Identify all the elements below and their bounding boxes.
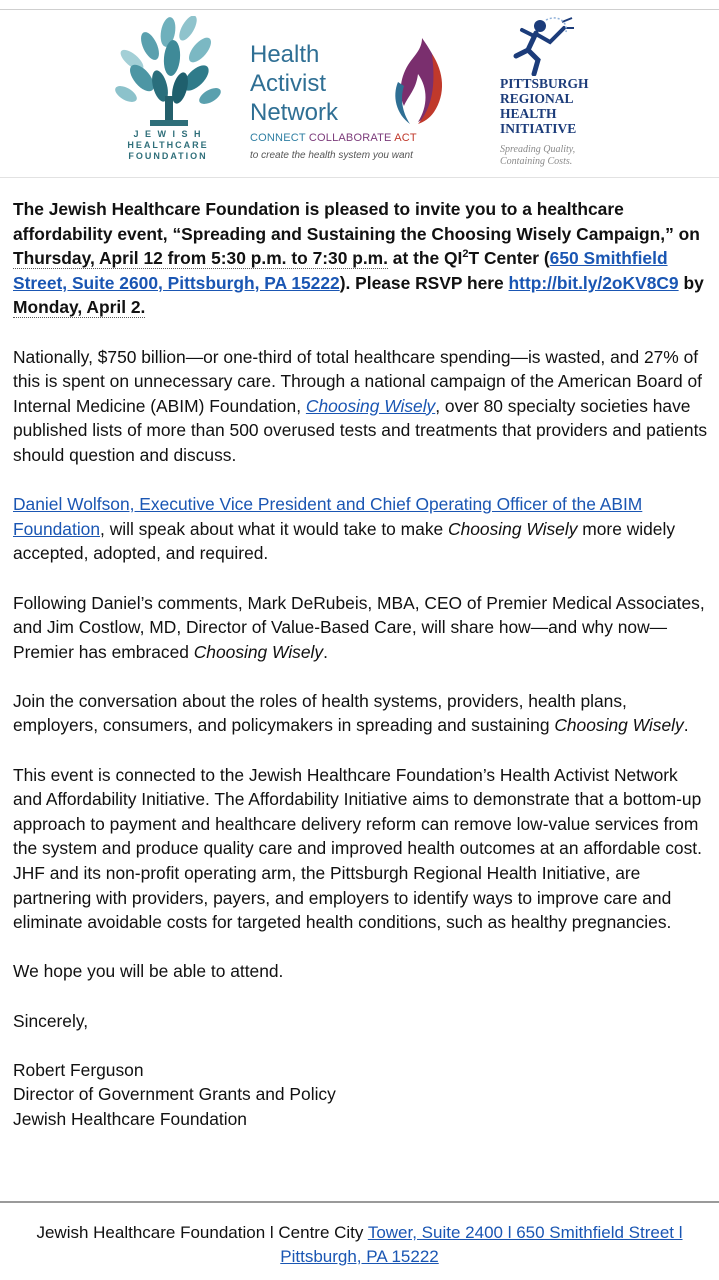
body-paragraph-5: This event is connected to the Jewish Healthcare Foundation’s Health Activist Network and Affordability Initiative. The Affordability Initiative aims to demonstrate that a bottom-up approach to payment and healthcare delivery reform can remove low-value services from the system and produce quality care and improved health outcomes at an affordable cost. JHF and its non-profit operating arm, the Pittsburgh Regional Health Initiative, are partnering with providers, payers, and employers to identify ways to improve care and eliminate avoidable costs for targeted health conditions, such as healthy pregnancies.: [13, 764, 702, 933]
han-tag-act: ACT: [394, 132, 417, 144]
body-paragraph-1: [13, 345, 708, 468]
email-body: [13, 197, 708, 1132]
runner-icon: [506, 16, 576, 76]
jhf-logo: [112, 16, 224, 166]
paragraph-text: Nationally, $750 billion—or one-third of total healthcare spending—is wasted, and 27% of this is spent on unnecessary care. Through a national campaign of the American Board of Internal Medicine (ABIM) Foundation,: [13, 346, 702, 416]
prhi-logo-name: [500, 76, 589, 136]
closing-line: We hope you will be able to attend.: [13, 961, 284, 982]
han-logo-title: [250, 40, 338, 127]
signature-name: Robert Ferguson: [13, 1059, 144, 1080]
paragraph-text: , will speak about what it would take to make: [100, 518, 449, 539]
address-link[interactable]: 650 Smithfield Street, Suite 2600, Pittsburgh, PA 15222: [13, 248, 668, 293]
header-divider: [0, 177, 719, 178]
rsvp-date[interactable]: Monday, April 2.: [13, 297, 146, 318]
speaker-link[interactable]: Daniel Wolfson, Executive Vice President and Chief Operating Officer of the ABIM Foundation: [13, 494, 643, 539]
paragraph-text: Join the conversation about the roles of health systems, providers, health plans, employers, consumers, and policymakers in spreading and sustaining: [13, 690, 627, 736]
invitation-paragraph: [13, 197, 708, 320]
flame-icon: [388, 36, 448, 126]
signature-title: Director of Government Grants and Policy: [13, 1084, 336, 1105]
prhi-name-line: HEALTH: [500, 106, 557, 121]
footer: [0, 1221, 719, 1269]
email-header-logos: [0, 10, 719, 175]
paragraph-text: .: [683, 715, 689, 736]
body-paragraph-4: [13, 689, 708, 738]
rsvp-link[interactable]: http://bit.ly/2oKV8C9: [508, 272, 679, 293]
jhf-tree-icon: [112, 16, 224, 128]
han-title-line: Activist: [250, 70, 327, 97]
prhi-tag-line: Spreading Quality,: [500, 144, 576, 155]
paragraph-text: .: [323, 641, 328, 662]
paragraph-text: , over 80 specialty societies have published lists of more than 500 overused tests and treatments that providers and patients should question and discuss.: [13, 395, 708, 465]
prhi-tag-line: Containing Costs.: [500, 156, 573, 167]
intro-text: ). Please RSVP here: [339, 272, 509, 293]
signoff: Sincerely,: [13, 1010, 89, 1031]
jhf-logo-line3: FOUNDATION: [128, 151, 208, 161]
prhi-name-line: REGIONAL: [500, 91, 574, 106]
emphasis-text: Choosing Wisely: [554, 715, 684, 736]
footer-text: Jewish Healthcare Foundation l Centre City: [36, 1223, 368, 1242]
han-logo: [250, 32, 460, 172]
han-title-line: Health: [250, 41, 320, 68]
emphasis-text: Choosing Wisely: [193, 641, 324, 662]
signature-block: [13, 1058, 708, 1132]
prhi-name-line: PITTSBURGH: [500, 76, 589, 91]
emphasis-text: Choosing Wisely: [448, 518, 578, 539]
han-tag-collaborate: COLLABORATE: [308, 132, 392, 144]
intro-text: T Center (: [468, 248, 550, 269]
intro-text: by: [678, 272, 704, 293]
choosing-wisely-link[interactable]: Choosing Wisely: [305, 395, 436, 416]
han-logo-subtitle: to create the health system you want: [250, 150, 413, 161]
prhi-name-line: INITIATIVE: [500, 121, 577, 136]
body-paragraph-2: [13, 492, 708, 566]
footer-address-link[interactable]: Tower, Suite 2400 l 650 Smithfield Street l Pittsburgh, PA 15222: [280, 1223, 683, 1266]
han-tag-connect: CONNECT: [250, 132, 306, 144]
footer-divider: [0, 1201, 719, 1203]
body-paragraph-3: [13, 591, 708, 665]
event-date[interactable]: Thursday, April 12 from 5:30 p.m. to 7:30 p.m.: [13, 248, 388, 269]
han-title-line: Network: [250, 99, 339, 126]
jhf-logo-line2: HEALTHCARE: [127, 140, 209, 150]
jhf-logo-line1: J E W I S H: [133, 129, 203, 139]
prhi-logo: [498, 16, 608, 174]
intro-text: The Jewish Healthcare Foundation is pleased to invite you to a healthcare affordability event, “Spreading and Sustaining the Choosing Wisely Campaign,” on: [13, 199, 700, 244]
paragraph-text: Following Daniel’s comments, Mark DeRubeis, MBA, CEO of Premier Medical Associates, and Jim Costlow, MD, Director of Value-Based Care, will share how—and why now—Premier has embraced: [13, 592, 705, 662]
paragraph-text: more widely accepted, adopted, and required.: [13, 518, 676, 564]
han-logo-tagline: [250, 132, 417, 144]
jhf-logo-text: [112, 129, 224, 162]
prhi-logo-tagline: [500, 144, 575, 168]
intro-text: at the QI: [387, 248, 463, 269]
superscript: 2: [462, 248, 469, 261]
signature-org: Jewish Healthcare Foundation: [13, 1108, 247, 1129]
